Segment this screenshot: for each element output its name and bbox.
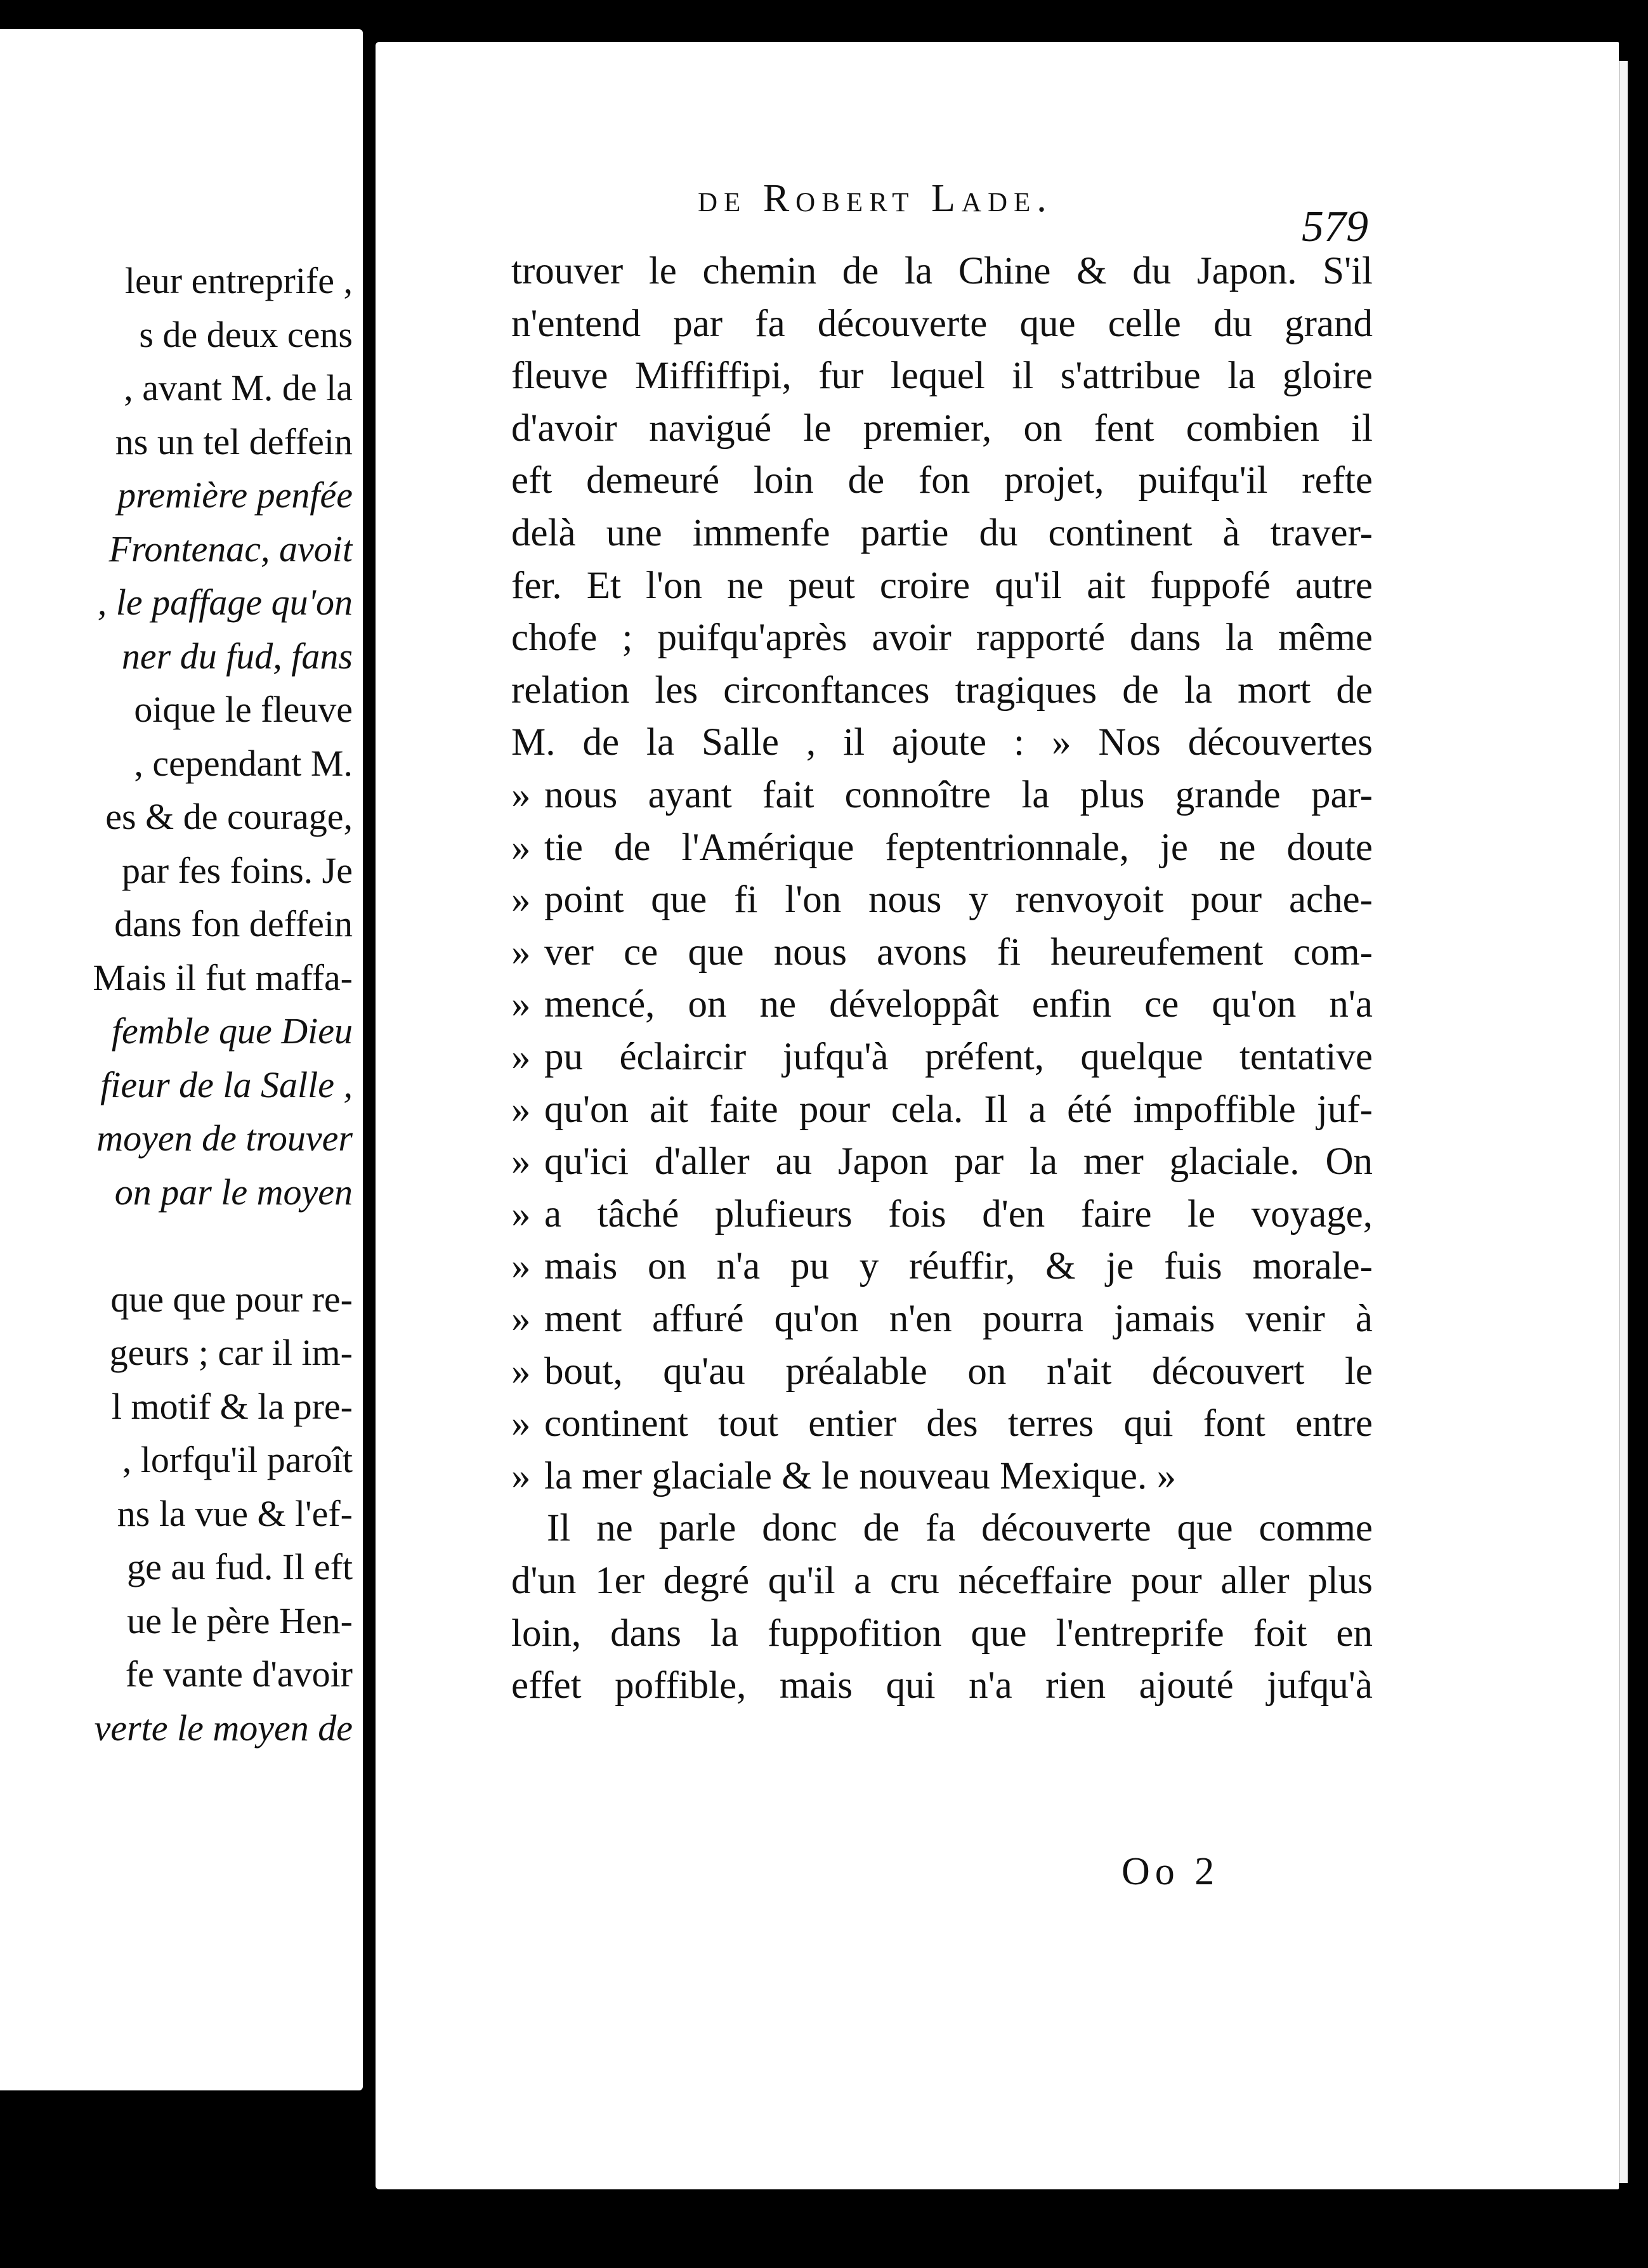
line-text: pu éclaircir jufqu'à préfent, quelque tentative: [544, 1036, 1373, 1078]
line-text: continent tout entier des terres qui font entre: [544, 1402, 1373, 1445]
line-text: qu'ici d'aller au Japon par la mer glaciale. On: [544, 1140, 1373, 1183]
line-text: ment affuré qu'on n'en pourra jamais venir à: [544, 1298, 1373, 1340]
text-line: [511, 719, 1373, 767]
left-text-line: dans fon deffein: [114, 903, 353, 944]
left-text-line: Mais il fut maffa-: [93, 956, 353, 998]
left-text-line: par fes foins. Je: [121, 849, 353, 891]
left-text-line: Frontenac, avoit: [108, 528, 353, 570]
left-text-line: geurs ; car il im-: [109, 1332, 353, 1373]
quote-mark: »: [511, 826, 531, 869]
quote-mark: »: [511, 1088, 531, 1131]
quote-mark: »: [511, 1036, 531, 1078]
line-text: point que fi l'on nous y renvoyoit pour ache-: [544, 878, 1373, 922]
text-line: [511, 352, 1373, 400]
quote-mark: »: [511, 1245, 531, 1288]
left-text-line: oique le fleuve: [134, 689, 353, 730]
running-head: de Robert Lade.: [698, 177, 1053, 220]
line-text: M. de la Salle , il ajoute : » Nos découvertes: [511, 721, 1373, 764]
line-text: tie de l'Amérique feptentrionnale, je ne doute: [544, 826, 1373, 869]
quote-mark: »: [511, 1454, 531, 1497]
quoted-text-line: [511, 824, 1373, 872]
line-text: ver ce que nous avons fi heureufement com-: [544, 930, 1373, 974]
text-line: [511, 1557, 1373, 1605]
text-line: [511, 405, 1373, 453]
quoted-text-line: [511, 1190, 1373, 1239]
text-line: [511, 509, 1373, 557]
line-text: fer. Et l'on ne peut croire qu'il ait fuppofé autre: [511, 564, 1373, 607]
quoted-text-line: [511, 1138, 1373, 1186]
text-line: [547, 1504, 1373, 1553]
line-text: delà une immenfe partie du continent à traver-: [511, 512, 1373, 554]
left-text-line: es & de courage,: [105, 796, 353, 837]
quoted-text-line: [511, 1242, 1373, 1291]
left-text-line: , le paffage qu'on: [97, 582, 353, 623]
left-text-line: que que pour re-: [110, 1278, 353, 1320]
quote-mark: »: [511, 1298, 531, 1340]
page-edge: [1619, 61, 1628, 2183]
page-number: 579: [1302, 202, 1368, 251]
left-text-line: moyen de trouver: [96, 1118, 353, 1159]
text-line: [511, 247, 1373, 296]
text-line: [511, 667, 1373, 715]
signature-mark: Oo 2: [1122, 1850, 1220, 1893]
left-text-line: ns la vue & l'ef-: [117, 1492, 353, 1534]
quoted-text-line: [511, 1033, 1373, 1081]
left-text-line: ue le père Hen-: [127, 1600, 353, 1641]
left-text-line: première penfée: [117, 474, 353, 516]
line-text: loin, dans la fuppofition que l'entreprife foit en: [511, 1612, 1373, 1655]
quoted-text-line: [511, 1295, 1373, 1343]
line-text: effet poffible, mais qui n'a rien ajouté jufqu'à: [511, 1664, 1373, 1707]
quoted-text-line: [511, 1086, 1373, 1134]
quote-mark: »: [511, 774, 531, 816]
line-text: Il ne parle donc de fa découverte que comme: [547, 1507, 1373, 1550]
left-text-line: l motif & la pre-: [111, 1385, 353, 1427]
left-text-line: on par le moyen: [114, 1171, 353, 1213]
left-text-line: femble que Dieu: [111, 1010, 353, 1052]
line-text: n'entend par fa découverte que celle du grand: [511, 302, 1373, 345]
line-text: chofe ; puifqu'après avoir rapporté dans la même: [511, 616, 1373, 660]
text-line: [511, 1662, 1373, 1710]
line-text: nous ayant fait connoître la plus grande par-: [544, 774, 1373, 816]
text-line: [511, 562, 1373, 610]
left-page: [0, 29, 363, 2090]
line-text: trouver le chemin de la Chine & du Japon. S'il: [511, 250, 1373, 292]
line-text: d'un 1er degré qu'il a cru néceffaire pour aller plus: [511, 1560, 1373, 1602]
quoted-text-line: [511, 771, 1373, 819]
left-text-line: , avant M. de la: [124, 367, 353, 408]
quote-mark: »: [511, 1140, 531, 1183]
line-text: d'avoir navigué le premier, on fent combien il: [511, 407, 1373, 450]
left-text-line: fieur de la Salle ,: [100, 1064, 353, 1105]
text-line: [511, 614, 1373, 662]
quote-mark: »: [511, 983, 531, 1026]
quote-mark: »: [511, 1350, 531, 1393]
quoted-text-line: [511, 1348, 1373, 1396]
line-text: qu'on ait faite pour cela. Il a été impoffible juf-: [544, 1088, 1373, 1131]
line-text: mais on n'a pu y réuffir, & je fuis morale-: [544, 1245, 1373, 1288]
line-text: a tâché plufieurs fois d'en faire le voyage,: [544, 1192, 1373, 1235]
quoted-text-line: [511, 981, 1373, 1029]
text-line: [511, 1610, 1373, 1658]
line-text: bout, qu'au préalable on n'ait découvert le: [544, 1350, 1373, 1393]
left-page-text: [0, 29, 353, 2090]
left-text-line: s de deux cens: [139, 313, 353, 355]
quote-mark: »: [511, 930, 531, 974]
quoted-text-line: [511, 1452, 1373, 1501]
left-text-line: , lorfqu'il paroît: [122, 1439, 353, 1480]
quoted-text-line: [511, 876, 1373, 924]
left-text-line: verte le moyen de: [94, 1707, 353, 1749]
line-text: la mer glaciale & le nouveau Mexique. »: [544, 1454, 1176, 1497]
quoted-text-line: [511, 929, 1373, 977]
line-text: fleuve Miffiffipi, fur lequel il s'attribue la gloire: [511, 355, 1373, 398]
left-text-line: ns un tel deffein: [115, 420, 353, 462]
line-text: mencé, on ne développât enfin ce qu'on n'a: [544, 983, 1373, 1026]
text-line: [511, 300, 1373, 348]
left-text-line: fe vante d'avoir: [125, 1653, 353, 1695]
quote-mark: »: [511, 1402, 531, 1445]
left-text-line: leur entreprife ,: [124, 260, 353, 301]
line-text: eft demeuré loin de fon projet, puifqu'il refte: [511, 459, 1373, 502]
left-text-line: ner du fud, fans: [121, 635, 353, 677]
line-text: relation les circonftances tragiques de la mort de: [511, 668, 1373, 712]
quoted-text-line: [511, 1400, 1373, 1448]
left-text-line: , cependant M.: [134, 742, 353, 784]
quote-mark: »: [511, 878, 531, 922]
text-line: [511, 457, 1373, 505]
left-text-line: ge au fud. Il eft: [127, 1546, 353, 1587]
quote-mark: »: [511, 1192, 531, 1235]
